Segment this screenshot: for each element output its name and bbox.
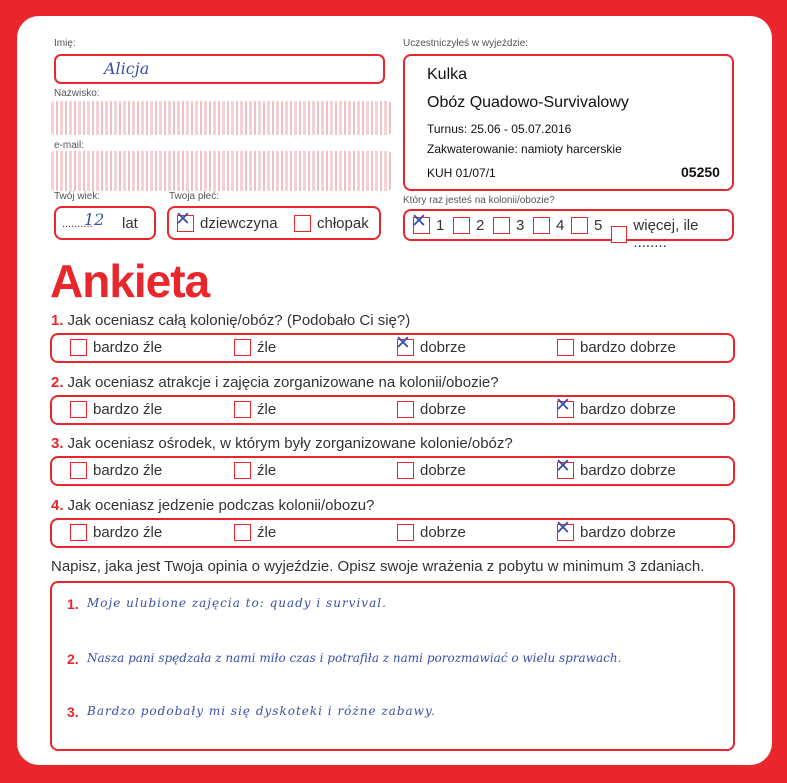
- plec-label: Twoja płeć:: [169, 191, 220, 202]
- checkbox[interactable]: [234, 339, 251, 356]
- line-text: Moje ulubione zajęcia to: quady i survival.: [87, 596, 387, 610]
- opinion-prompt: Napisz, jaka jest Twoja opinia o wyjeździe. Opisz swoje wrażenia z pobytu w minimum 3 zdaniach.: [51, 558, 705, 575]
- checkbox[interactable]: [453, 217, 470, 234]
- option-label: bardzo dobrze: [580, 401, 676, 418]
- ktory-raz-option-5[interactable]: [571, 217, 602, 234]
- rating-option[interactable]: [70, 524, 162, 541]
- opinion-line-1: [67, 596, 387, 612]
- checkbox[interactable]: [70, 401, 87, 418]
- wiek-value: 12: [84, 210, 105, 229]
- wiek-suffix: lat: [122, 215, 138, 232]
- ktory-raz-option-2[interactable]: [453, 217, 484, 234]
- checkbox[interactable]: [234, 401, 251, 418]
- check-mark-icon: ✕: [411, 210, 427, 232]
- question-label: Jak oceniasz całą kolonię/obóz? (Podobało Ci się?): [67, 312, 411, 329]
- option-label: dobrze: [420, 401, 466, 418]
- question-number: 3.: [51, 435, 64, 452]
- option-label: bardzo dobrze: [580, 462, 676, 479]
- rating-option[interactable]: [557, 339, 676, 356]
- option-label: 4: [556, 217, 565, 234]
- option-label: 2: [476, 217, 485, 234]
- trip-camp-name: Obóz Quadowo-Survivalowy: [427, 94, 629, 111]
- question-label: Jak oceniasz atrakcje i zajęcia zorganizowane na kolonii/obozie?: [67, 374, 499, 391]
- rating-option[interactable]: [234, 339, 276, 356]
- rating-option[interactable]: [234, 401, 276, 418]
- nazwisko-label: Nazwisko:: [54, 88, 100, 99]
- ktory-raz-option-wiecej[interactable]: [611, 217, 732, 251]
- option-label: bardzo źle: [93, 524, 163, 541]
- plec-field: [167, 206, 381, 240]
- question-number: 2.: [51, 374, 64, 391]
- checkbox[interactable]: [70, 524, 87, 541]
- question-label: Jak oceniasz jedzenie podczas kolonii/obozu?: [67, 497, 375, 514]
- rating-option[interactable]: [397, 401, 466, 418]
- opinion-line-2: [67, 651, 621, 667]
- question-2-options: [50, 395, 735, 425]
- check-mark-icon: ✕: [175, 208, 191, 230]
- option-label: 5: [594, 217, 603, 234]
- question-3-options: [50, 456, 735, 486]
- nazwisko-redacted: [51, 101, 391, 135]
- email-label: e-mail:: [54, 140, 85, 151]
- checkbox[interactable]: [397, 524, 414, 541]
- option-label: więcej, ile ........: [633, 217, 699, 251]
- checkbox[interactable]: [234, 462, 251, 479]
- option-label: źle: [257, 401, 277, 418]
- question-3-text: [51, 435, 513, 452]
- check-mark-icon: ✕: [555, 517, 571, 539]
- check-mark-icon: ✕: [555, 455, 571, 477]
- ktory-raz-label: Który raz jesteś na kolonii/obozie?: [403, 195, 555, 206]
- ktory-raz-field: [403, 209, 734, 251]
- option-label: chłopak: [317, 215, 369, 232]
- rating-option[interactable]: [70, 401, 162, 418]
- trip-zakwaterowanie: Zakwaterowanie: namioty harcerskie: [427, 142, 622, 156]
- checkbox[interactable]: [493, 217, 510, 234]
- checkbox[interactable]: [555, 455, 574, 479]
- checkbox[interactable]: [571, 217, 588, 234]
- option-label: dziewczyna: [200, 215, 278, 232]
- ktory-raz-option-4[interactable]: [533, 217, 564, 234]
- checkbox[interactable]: [397, 401, 414, 418]
- checkbox[interactable]: [234, 524, 251, 541]
- page-title: Ankieta: [50, 255, 210, 307]
- rating-option[interactable]: [234, 462, 276, 479]
- question-number: 4.: [51, 497, 64, 514]
- checkbox[interactable]: [555, 394, 574, 418]
- option-label: dobrze: [420, 339, 466, 356]
- option-label: 3: [516, 217, 525, 234]
- wiek-field[interactable]: [54, 206, 156, 240]
- option-label: bardzo źle: [93, 462, 163, 479]
- trip-code: KUH 01/07/1: [427, 166, 496, 180]
- checkbox[interactable]: [397, 462, 414, 479]
- checkbox[interactable]: [175, 208, 194, 232]
- trip-organizer: Kulka: [427, 66, 468, 83]
- question-1-text: [51, 312, 410, 329]
- checkbox[interactable]: [70, 462, 87, 479]
- plec-option-dziewczyna[interactable]: [175, 208, 278, 232]
- line-number: 2.: [67, 651, 79, 667]
- plec-option-chlopak[interactable]: [294, 215, 369, 232]
- rating-option[interactable]: [234, 524, 276, 541]
- opinion-line-3: [67, 704, 436, 720]
- rating-option[interactable]: [555, 394, 676, 418]
- imie-value: Alicja: [104, 59, 150, 78]
- trip-box: [403, 54, 734, 191]
- option-label: źle: [257, 462, 277, 479]
- rating-option[interactable]: [555, 455, 676, 479]
- question-label: Jak oceniasz ośrodek, w którym były zorganizowane kolonie/obóz?: [67, 435, 513, 452]
- imie-label: Imię:: [54, 38, 76, 49]
- ktory-raz-option-3[interactable]: [493, 217, 524, 234]
- option-label: bardzo dobrze: [580, 524, 676, 541]
- checkbox[interactable]: [411, 210, 430, 234]
- rating-option[interactable]: [397, 524, 466, 541]
- imie-field[interactable]: [54, 54, 385, 84]
- rating-option[interactable]: [395, 332, 466, 356]
- rating-option[interactable]: [70, 339, 162, 356]
- option-label: dobrze: [420, 524, 466, 541]
- rating-option[interactable]: [555, 517, 676, 541]
- option-label: 1: [436, 217, 445, 234]
- question-1-options: [50, 333, 735, 363]
- question-2-text: [51, 374, 499, 391]
- question-number: 1.: [51, 312, 64, 329]
- option-label: bardzo dobrze: [580, 339, 676, 356]
- option-label: źle: [257, 524, 277, 541]
- email-redacted: [51, 151, 391, 191]
- wiek-dots: ..........: [62, 218, 93, 230]
- wiek-label: Twój wiek:: [54, 191, 101, 202]
- opinion-box[interactable]: [50, 581, 735, 751]
- question-4-text: [51, 497, 374, 514]
- ktory-raz-option-1[interactable]: [411, 210, 445, 234]
- question-4-options: [50, 518, 735, 548]
- trip-number: 05250: [681, 164, 720, 180]
- line-text: Nasza pani spędzała z nami miło czas i potrafiła z nami porozmawiać o wielu sprawach.: [87, 651, 622, 665]
- check-mark-icon: ✕: [555, 394, 571, 416]
- checkbox[interactable]: [533, 217, 550, 234]
- option-label: dobrze: [420, 462, 466, 479]
- option-label: bardzo źle: [93, 401, 163, 418]
- checkbox[interactable]: [70, 339, 87, 356]
- trip-label: Uczestniczyłeś w wyjeździe:: [403, 38, 529, 49]
- checkbox[interactable]: [557, 339, 574, 356]
- survey-sheet: [17, 16, 772, 765]
- line-number: 1.: [67, 596, 79, 612]
- option-label: bardzo źle: [93, 339, 163, 356]
- line-number: 3.: [67, 704, 79, 720]
- line-text: Bardzo podobały mi się dyskoteki i różne zabawy.: [87, 704, 436, 718]
- checkbox[interactable]: [555, 517, 574, 541]
- check-mark-icon: ✕: [395, 332, 411, 354]
- checkbox[interactable]: [395, 332, 414, 356]
- rating-option[interactable]: [70, 462, 162, 479]
- rating-option[interactable]: [397, 462, 466, 479]
- trip-turnus: Turnus: 25.06 - 05.07.2016: [427, 122, 572, 136]
- checkbox[interactable]: [611, 226, 627, 243]
- checkbox[interactable]: [294, 215, 311, 232]
- option-label: źle: [257, 339, 277, 356]
